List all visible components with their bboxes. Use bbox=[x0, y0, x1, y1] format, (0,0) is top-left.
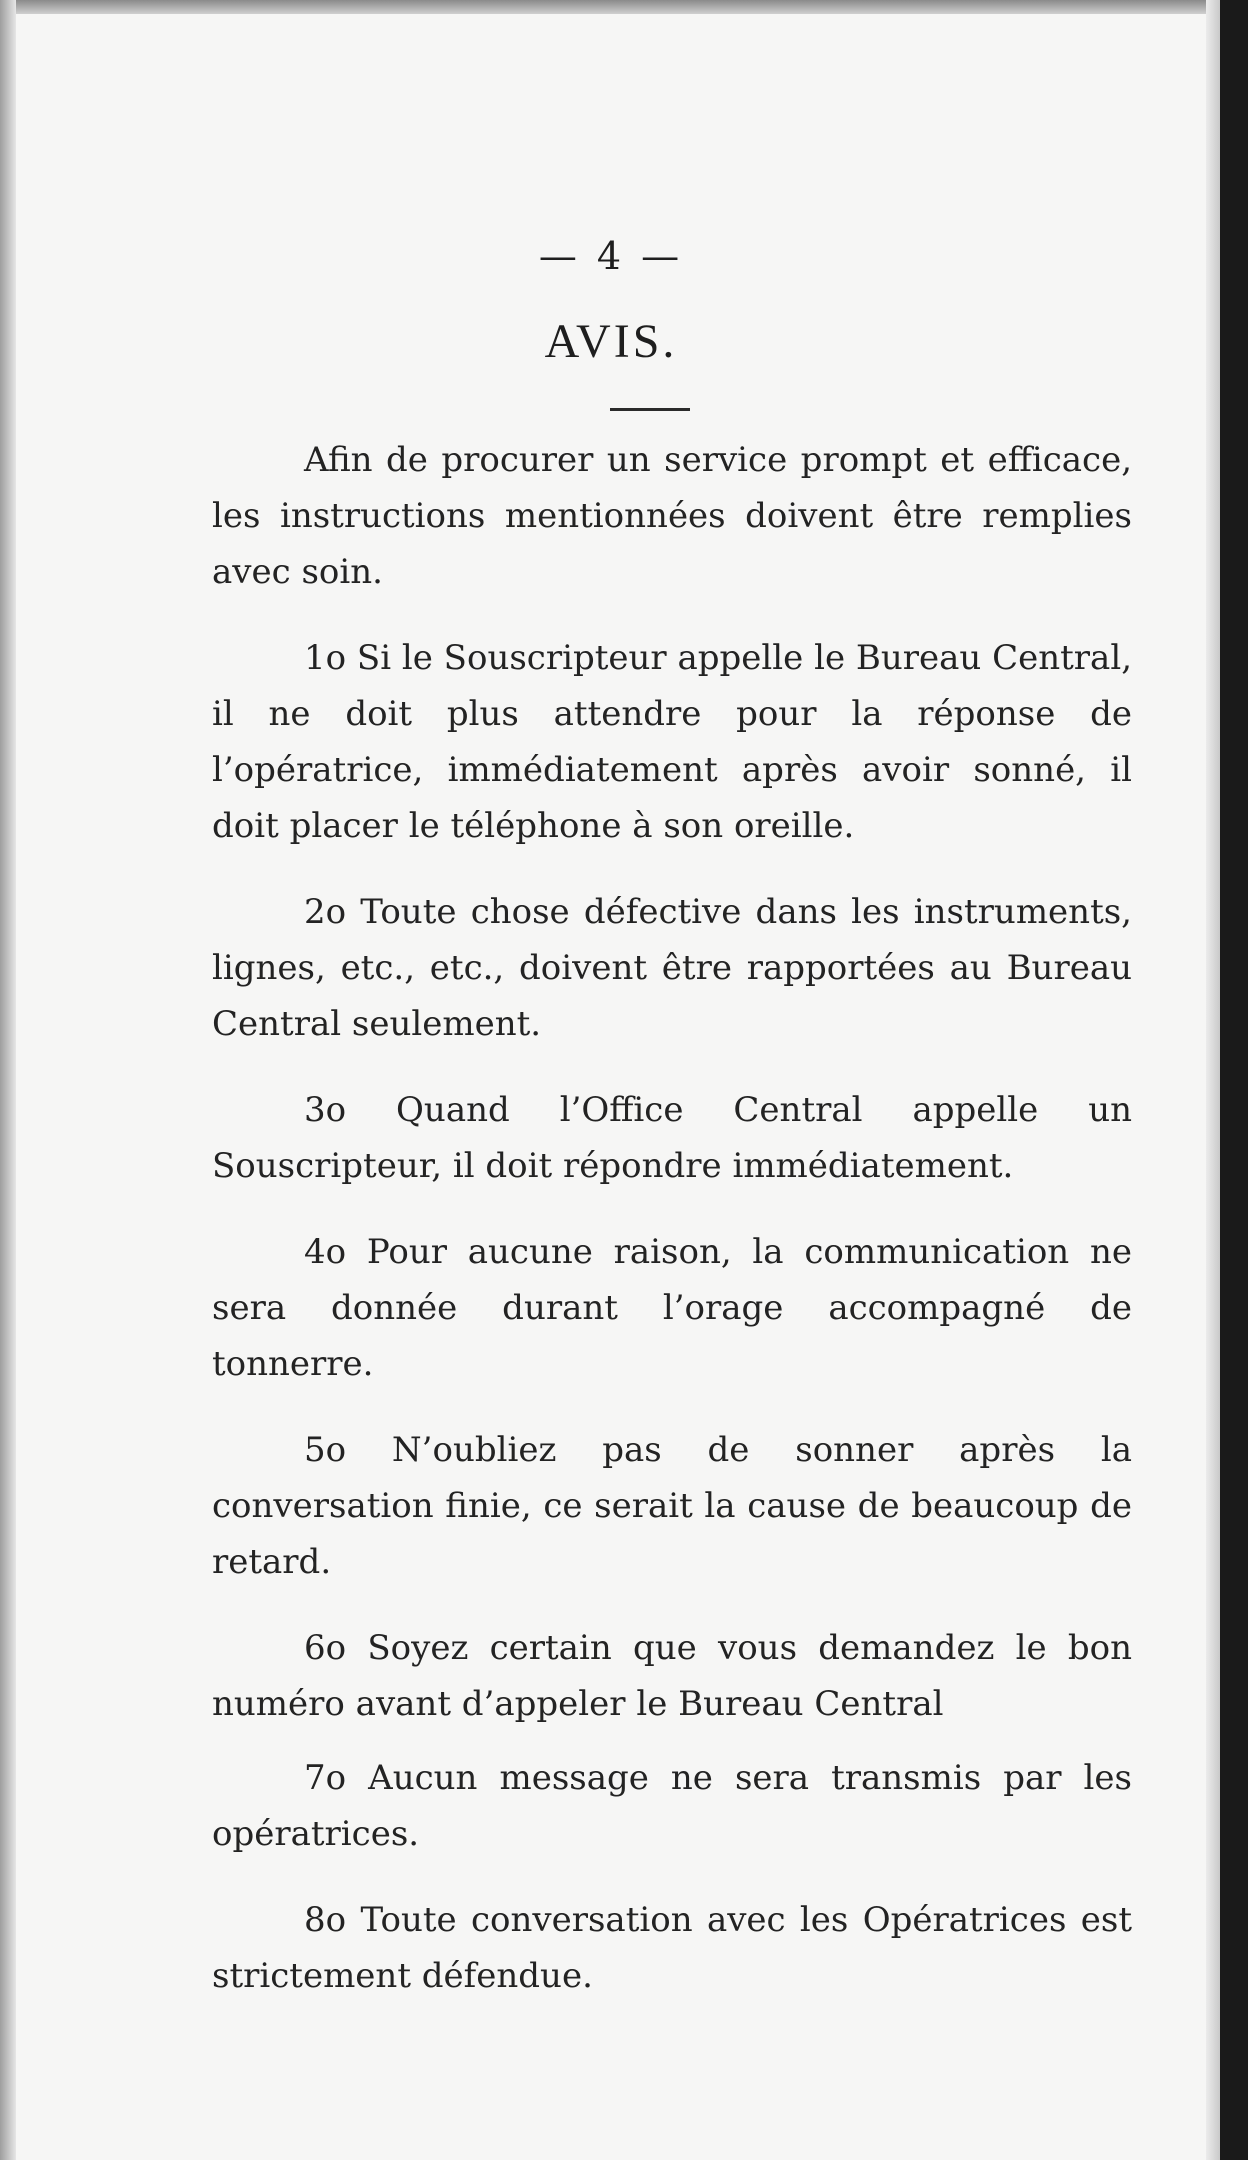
scan-top-edge bbox=[0, 0, 1248, 14]
title-divider bbox=[610, 408, 690, 411]
instruction-3: 3o Quand l’Office Central appelle un Souscripteur, il doit répondre immédiatement. bbox=[212, 1090, 1132, 1186]
scan-right-border bbox=[1220, 0, 1248, 2160]
instruction-6: 6o Soyez certain que vous demandez le bon numéro avant d’appeler le Bureau Central bbox=[212, 1628, 1132, 1724]
instruction-5: 5o N’oubliez pas de sonner après la conversation finie, ce serait la cause de beaucoup de retard. bbox=[212, 1430, 1132, 1582]
intro-paragraph: Afin de procurer un service prompt et efficace, les instructions mentionnées doivent être remplies avec soin. bbox=[212, 440, 1132, 592]
instruction-4: 4o Pour aucune raison, la communication ne sera donnée durant l’orage accompagné de tonnerre. bbox=[212, 1232, 1132, 1384]
page-right-shadow bbox=[1206, 0, 1220, 2160]
page-number: — 4 — bbox=[538, 234, 684, 278]
instruction-1: 1o Si le Souscripteur appelle le Bureau Central, il ne doit plus attendre pour la réponse de l’opératrice, immédiatement après avoir sonné, il doit placer le téléphone à son oreille. bbox=[212, 638, 1133, 846]
scan-left-edge bbox=[0, 0, 16, 2160]
page-title: AVIS. bbox=[544, 315, 678, 368]
notice-body bbox=[212, 432, 1132, 2034]
document-page bbox=[16, 14, 1206, 2160]
instruction-2: 2o Toute chose défective dans les instruments, lignes, etc., etc., doivent être rapportées au Bureau Central seulement. bbox=[212, 892, 1132, 1044]
page-content bbox=[16, 14, 1206, 2160]
instruction-8: 8o Toute conversation avec les Opératrices est strictement défendue. bbox=[212, 1900, 1132, 1996]
instruction-7: 7o Aucun message ne sera transmis par les opératrices. bbox=[212, 1758, 1132, 1854]
